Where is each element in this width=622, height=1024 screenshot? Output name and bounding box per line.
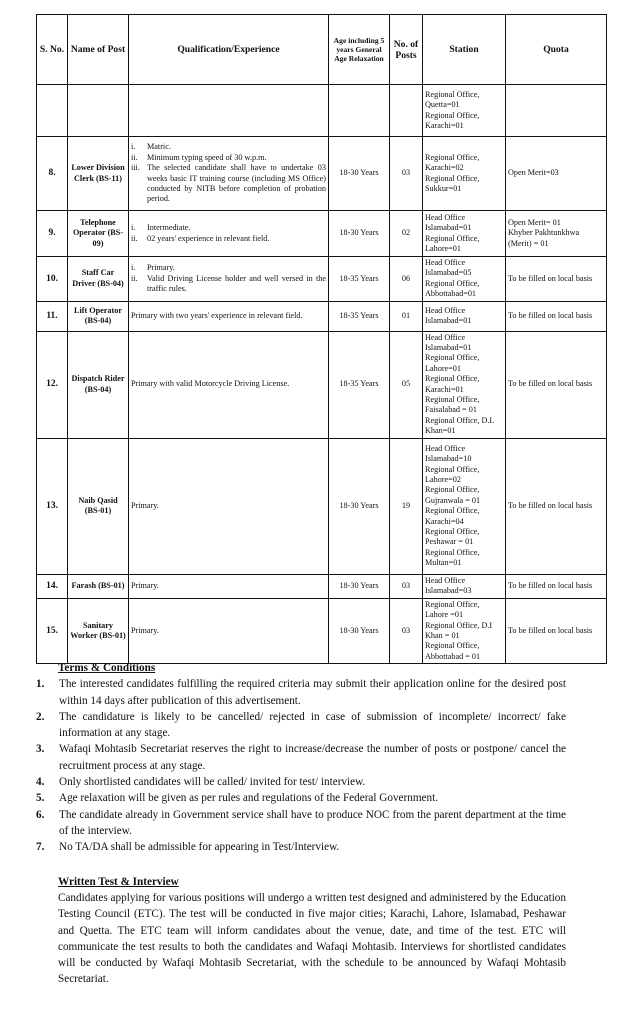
station-cell: Head Office Islamabad=01 Regional Office, Lahore=01 Regional Office, Karachi=01 Regional Office, Faisalabad = 01 Regional Office, D.I. Khan=01 xyxy=(423,331,506,438)
terms-item-number: 4. xyxy=(36,776,45,789)
post-name-cell: Dispatch Rider (BS-04) xyxy=(68,331,129,438)
terms-section xyxy=(36,660,566,856)
qualification-item-number: i. xyxy=(131,142,136,152)
qualification-cell: Primary. xyxy=(129,438,329,574)
post-name-cell: Naib Qasid (BS-01) xyxy=(68,438,129,574)
posts-cell: 02 xyxy=(390,211,423,257)
posts-cell: 05 xyxy=(390,331,423,438)
age-cell: 18-30 Years xyxy=(329,574,390,598)
header-name-of-post: Name of Post xyxy=(68,15,129,85)
qualification-item xyxy=(131,263,326,273)
qualification-item xyxy=(131,142,326,152)
post-name-cell: Lift Operator (BS-04) xyxy=(68,301,129,331)
qualification-item xyxy=(131,163,326,205)
sno-cell: 9. xyxy=(37,211,68,257)
station-cell: Head Office Islamabad=01 Regional Office, Lahore=01 xyxy=(423,211,506,257)
table-row xyxy=(37,211,607,257)
terms-item xyxy=(36,790,566,806)
age-cell: 18-30 Years xyxy=(329,598,390,663)
qualification-cell: Primary with two years' experience in relevant field. xyxy=(129,301,329,331)
header-quota: Quota xyxy=(506,15,607,85)
qualification-item xyxy=(131,234,326,244)
terms-item-text: No TA/DA shall be admissible for appearing in Test/Interview. xyxy=(59,841,340,854)
quota-cell: To be filled on local basis xyxy=(506,574,607,598)
table-row xyxy=(37,257,607,302)
qualification-cell xyxy=(129,257,329,302)
station-cell: Regional Office, Karachi=02 Regional Office, Sukkur=01 xyxy=(423,137,506,211)
written-test-body: Candidates applying for various positions will undergo a written test designed and administered by the Education Testing Council (ETC). The test will be conducted in five major cities; Karachi, Lahore, Islamabad, Peshawar and Quetta. The ETC team will inform candidates about the venue, date, and time of the test. ETC will communicate the test results to both the candidates and Wafaqi Mohtasib. Interviews for shortlisted candidates will be conducted by Wafaqi Mohtasib Secretariat, with the schedule to be announced by Wafaqi Mohtasib Secretariat. xyxy=(58,892,566,986)
table-row xyxy=(37,331,607,438)
table-header-row xyxy=(37,15,607,85)
station-cell: Head Office Islamabad=01 xyxy=(423,301,506,331)
qualification-cell: Primary. xyxy=(129,574,329,598)
header-station: Station xyxy=(423,15,506,85)
age-cell: 18-30 Years xyxy=(329,137,390,211)
quota-cell: To be filled on local basis xyxy=(506,331,607,438)
age-cell: 18-30 Years xyxy=(329,438,390,574)
quota-cell: Open Merit= 01 Khyber Pakhtunkhwa (Merit) = 01 xyxy=(506,211,607,257)
post-name-cell: Staff Car Driver (BS-04) xyxy=(68,257,129,302)
header-qualification: Qualification/Experience xyxy=(129,15,329,85)
qualification-item-text: Primary. xyxy=(147,263,175,273)
sno-cell: 13. xyxy=(37,438,68,574)
sno-cell: 8. xyxy=(37,137,68,211)
sno-cell: 11. xyxy=(37,301,68,331)
qualification-cell xyxy=(129,137,329,211)
sno-cell: 14. xyxy=(37,574,68,598)
table-row xyxy=(37,574,607,598)
header-sno: S. No. xyxy=(37,15,68,85)
quota-cell: To be filled on local basis xyxy=(506,438,607,574)
sno-cell: 10. xyxy=(37,257,68,302)
header-age: Age including 5 years General Age Relaxation xyxy=(329,15,390,85)
qualification-item-text: Minimum typing speed of 30 w.p.m. xyxy=(147,152,267,162)
table-row xyxy=(37,301,607,331)
table-row xyxy=(37,137,607,211)
qualification-item-text: Matric. xyxy=(147,142,171,152)
terms-item xyxy=(36,839,566,855)
terms-item-number: 6. xyxy=(36,808,45,821)
terms-item-text: The candidature is likely to be cancelled/ rejected in case of submission of incomplete/ incorrect/ fake information at any stage. xyxy=(59,710,566,740)
posts-cell: 03 xyxy=(390,574,423,598)
station-cell: Head Office Islamabad=03 xyxy=(423,574,506,598)
qualification-item-number: i. xyxy=(131,263,136,273)
written-test-title: Written Test & Interview xyxy=(58,876,179,888)
qualification-cell: Primary. xyxy=(129,598,329,663)
qualification-item xyxy=(131,223,326,233)
terms-item xyxy=(36,741,566,774)
qualification-item-text: Valid Driving License holder and well versed in the traffic rules. xyxy=(147,273,326,294)
terms-item-number: 2. xyxy=(36,710,45,723)
header-posts: No. of Posts xyxy=(390,15,423,85)
qualification-item-number: ii. xyxy=(131,152,138,162)
age-cell: 18-30 Years xyxy=(329,211,390,257)
posts-cell: 19 xyxy=(390,438,423,574)
terms-item-number: 1. xyxy=(36,678,45,691)
qualification-list xyxy=(131,223,326,244)
post-name-cell: Farash (BS-01) xyxy=(68,574,129,598)
station-cell: Head Office Islamabad=05 Regional Office, Abbottabad=01 xyxy=(423,257,506,302)
terms-title: Terms & Conditions xyxy=(58,662,156,674)
terms-item-number: 5. xyxy=(36,792,45,805)
age-cell: 18-35 Years xyxy=(329,301,390,331)
qualification-item-number: ii. xyxy=(131,273,138,283)
posts-cell: 06 xyxy=(390,257,423,302)
age-cell: 18-35 Years xyxy=(329,331,390,438)
quota-cell: To be filled on local basis xyxy=(506,598,607,663)
table-row xyxy=(37,438,607,574)
station-cell: Regional Office, Quetta=01 Regional Office, Karachi=01 xyxy=(423,85,506,137)
sno-cell: 12. xyxy=(37,331,68,438)
station-cell: Head Office Islamabad=10 Regional Office, Lahore=02 Regional Office, Gujranwala = 01 Regional Office, Karachi=04 Regional Office, Peshawar = 01 Regional Office, Multan=01 xyxy=(423,438,506,574)
table-row xyxy=(37,598,607,663)
written-test-section xyxy=(36,874,566,987)
qualification-item-number: ii. xyxy=(131,233,138,243)
terms-item xyxy=(36,709,566,742)
terms-item-text: The interested candidates fulfilling the required criteria may submit their application online for the desired post within 14 days after publication of this advertisement. xyxy=(59,678,566,707)
quota-cell: Open Merit=03 xyxy=(506,137,607,211)
posts-cell: 01 xyxy=(390,301,423,331)
qualification-item xyxy=(131,153,326,163)
qualification-item-text: 02 years' experience in relevant field. xyxy=(147,233,270,243)
terms-item-text: The candidate already in Government service shall have to produce NOC from the parent department at the time of the interview. xyxy=(59,808,566,837)
sno-cell: 15. xyxy=(37,598,68,663)
qualification-cell xyxy=(129,211,329,257)
terms-item-text: Wafaqi Mohtasib Secretariat reserves the right to increase/decrease the number of posts or postpone/ cancel the recruitment process at any stage. xyxy=(59,743,566,772)
terms-list xyxy=(36,676,566,855)
qualification-item-text: The selected candidate shall have to undertake 03 weeks basic IT training course (including MS Office) conducted by NITB before completion of probation period. xyxy=(147,163,326,204)
post-name-cell: Lower Division Clerk (BS-11) xyxy=(68,137,129,211)
terms-item xyxy=(36,676,566,709)
terms-item-number: 3. xyxy=(36,743,45,756)
station-cell: Regional Office, Lahore =01 Regional Office, D.I Khan = 01 Regional Office, Abbottabad = 01 xyxy=(423,598,506,663)
post-name-cell: Sanitary Worker (BS-01) xyxy=(68,598,129,663)
posts-cell: 03 xyxy=(390,598,423,663)
qualification-item xyxy=(131,274,326,295)
qualification-item-number: iii. xyxy=(131,163,140,173)
posts-cell: 03 xyxy=(390,137,423,211)
age-cell: 18-35 Years xyxy=(329,257,390,302)
vacancy-table xyxy=(36,14,607,664)
post-name-cell: Telephone Operator (BS-09) xyxy=(68,211,129,257)
table-row-continuation xyxy=(37,85,607,137)
terms-item xyxy=(36,774,566,790)
quota-cell: To be filled on local basis xyxy=(506,257,607,302)
qualification-cell: Primary with valid Motorcycle Driving License. xyxy=(129,331,329,438)
quota-cell: To be filled on local basis xyxy=(506,301,607,331)
table-body xyxy=(37,85,607,664)
terms-item-text: Only shortlisted candidates will be called/ invited for test/ interview. xyxy=(59,776,366,789)
terms-item-number: 7. xyxy=(36,841,45,854)
qualification-list xyxy=(131,142,326,204)
qualification-item-text: Intermediate. xyxy=(147,223,191,233)
qualification-list xyxy=(131,263,326,294)
terms-item xyxy=(36,807,566,840)
qualification-item-number: i. xyxy=(131,223,136,233)
terms-item-text: Age relaxation will be given as per rules and regulations of the Federal Government. xyxy=(59,792,439,805)
